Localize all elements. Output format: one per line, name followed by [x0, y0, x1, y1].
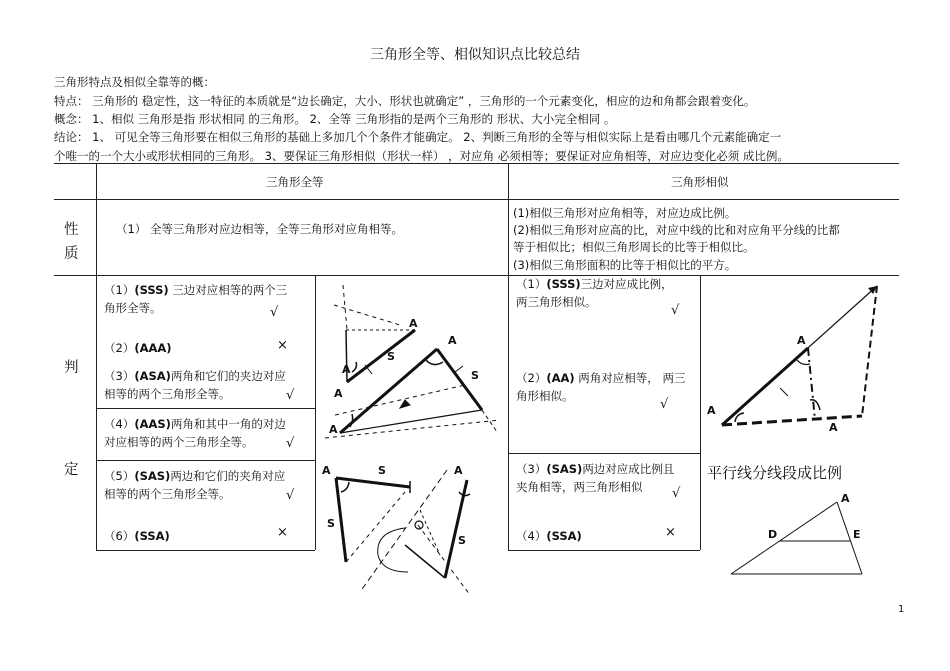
congruent-asa-check: √ — [286, 388, 295, 403]
fig-label-a: A — [409, 317, 418, 330]
congruent-rule-aas: （4）(AAS)两角和其中一角的对边 对应相等的两个三角形全等。 — [104, 417, 286, 449]
similar-rule-sas: （3）(SAS)两边对应成比例且 夹角相等，两三角形相似 — [516, 462, 675, 494]
congruent-sss-check: √ — [270, 305, 279, 320]
header-similar: 三角形相似 — [671, 175, 729, 189]
judge-label-2: 定 — [64, 462, 79, 478]
intro-conclusion-1: 结论： 1、 可见全等三角形要在相似三角形的基础上多加几个个条件才能确定。 2、判断三角形的全等与相似实际上是看由哪几个元素能确定一 — [54, 130, 782, 144]
header-congruent: 三角形全等 — [266, 175, 324, 189]
similar-rule-ssa: （4）(SSA) — [516, 529, 582, 543]
fig-label-s: S — [471, 369, 479, 382]
judge-label-1: 判 — [64, 360, 79, 376]
congruent-property: （1） 全等三角形对应边相等，全等三角形对应角相等。 — [116, 222, 403, 236]
congruent-aaa-cross: × — [277, 338, 288, 353]
congruent-rule-sss: （1）(SSS) 三边对应相等的两个三 角形全等。 — [104, 283, 288, 315]
congruent-rule-aaa: （2）(AAA) — [104, 341, 172, 355]
similar-property-3: 等于相似比；相似三角形周长的比等于相似比。 — [513, 240, 755, 254]
fig-label-s: S — [387, 350, 395, 363]
property-label-2: 质 — [64, 246, 79, 262]
similar-sss-check: √ — [671, 303, 680, 318]
congruent-aas-check: √ — [286, 436, 295, 451]
fig-label-a: A — [829, 421, 838, 434]
congruent-ssa-cross: × — [277, 525, 288, 540]
similar-property-4: (3)相似三角形面积的比等于相似比的平方。 — [513, 258, 737, 272]
fig-label-a: A — [454, 464, 463, 477]
fig-label-s: S — [327, 517, 335, 530]
fig-label-a: A — [342, 363, 351, 376]
fig-label-a: A — [707, 404, 716, 417]
parallel-figure — [731, 502, 862, 574]
page-number: 1 — [898, 604, 905, 615]
fig-label-a: A — [841, 492, 850, 505]
fig-label-s: S — [458, 534, 466, 547]
congruent-figure-top — [325, 285, 500, 438]
congruent-rule-sas: （5）(SAS)两边和它们的夹角对应 相等的两个三角形全等。 — [104, 469, 286, 501]
fig-label-s: S — [378, 464, 386, 477]
similar-figure-aa — [722, 286, 877, 425]
page-title: 三角形全等、相似知识点比较总结 — [370, 47, 580, 63]
similar-rule-aa: （2）(AA) 两角对应相等， 两三 角形相似。 — [516, 371, 686, 403]
congruent-figure-bottom — [336, 470, 470, 595]
intro-features: 特点： 三角形的 稳定性，这一特征的本质就是“边长确定，大小、形状也就确定” ，三角形的一个元素变化，相应的边和角都会跟着变化。 — [54, 94, 756, 108]
fig-label-a: A — [448, 334, 457, 347]
similar-ssa-cross: × — [665, 525, 676, 540]
similar-sas-check: √ — [672, 486, 681, 501]
parallel-caption: 平行线分线段成比例 — [707, 464, 843, 482]
fig-label-e: E — [853, 528, 861, 541]
intro-concepts: 概念： 1、相似 三角形是指 形状相同 的三角形。 2、全等 三角形指的是两个三角形的 形状、大小完全相同 。 — [54, 112, 616, 126]
similar-property-2: (2)相似三角形对应高的比，对应中线的比和对应角平分线的比都 — [513, 223, 840, 237]
fig-label-d: D — [768, 528, 778, 541]
congruent-sas-check: √ — [286, 488, 295, 503]
similar-property-1: (1)相似三角形对应角相等，对应边成比例。 — [513, 206, 737, 220]
congruent-rule-asa: （3）(ASA)两角和它们的夹边对应 相等的两个三角形全等。 — [104, 369, 286, 401]
similar-rule-sss: （1）(SSS)三边对应成比例， 两三角形相似。 — [516, 277, 673, 309]
fig-label-a: A — [322, 464, 331, 477]
fig-label-a: A — [797, 334, 806, 347]
intro-heading: 三角形特点及相似全靠等的概： — [54, 75, 215, 89]
similar-aa-check: √ — [660, 397, 669, 412]
intro-conclusion-2: 个唯一的一个大小或形状相同的三角形。 3、要保证三角形相似（形状一样） ，对应角 必须相等；要保证对应角相等，对应边变化必须 成比例。 — [54, 149, 789, 163]
property-label-1: 性 — [64, 222, 79, 238]
congruent-rule-ssa: （6）(SSA) — [104, 529, 170, 543]
fig-label-a: A — [334, 387, 343, 400]
fig-label-a: A — [329, 423, 338, 436]
